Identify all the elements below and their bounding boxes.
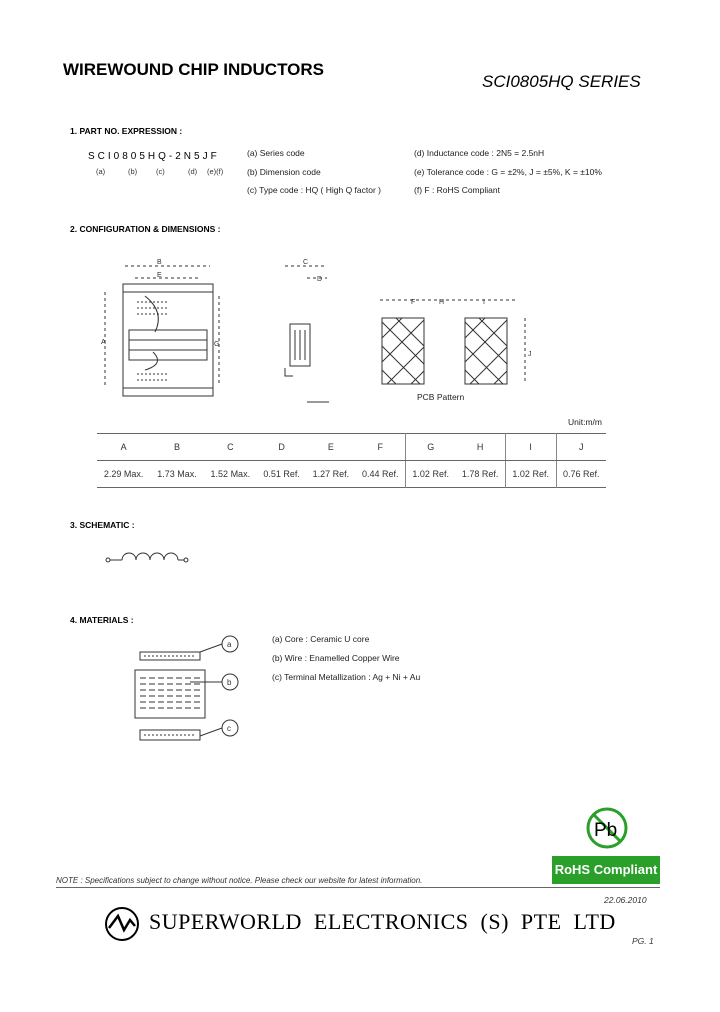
callout-b: b: [227, 678, 232, 687]
table-header: D: [257, 434, 306, 461]
dimension-table-header: [97, 434, 606, 461]
unit-label: Unit:m/m: [568, 417, 602, 427]
table-cell: 2.29 Max.: [103, 469, 144, 479]
table-cell: 0.76 Ref.: [556, 461, 606, 488]
dimension-table: [97, 433, 606, 488]
table-header: J: [556, 434, 606, 461]
callout-a: a: [227, 640, 232, 649]
lead-free-icon: [585, 806, 629, 850]
dimension-drawings: [95, 252, 565, 412]
material-core: (a) Core : Ceramic U core: [272, 634, 370, 644]
desc-type-code: (c) Type code : HQ ( High Q factor ): [247, 185, 381, 195]
table-header: E: [306, 434, 355, 461]
document-title: WIREWOUND CHIP INDUCTORS: [63, 60, 324, 79]
material-wire: (b) Wire : Enamelled Copper Wire: [272, 653, 400, 663]
document-date: 22.06.2010: [604, 895, 647, 905]
dim-label-a: A: [101, 339, 106, 346]
table-header: F: [356, 434, 406, 461]
dim-label-c: C: [303, 259, 309, 266]
part-number-code: SCI0805HQ-2N5JF: [88, 151, 220, 162]
company-name: SUPERWORLD ELECTRONICS (S) PTE LTD: [149, 909, 616, 934]
table-cell: 0.51 Ref.: [263, 469, 300, 479]
part-letter-a: (a): [96, 167, 106, 176]
dim-label-i: I: [483, 299, 485, 306]
table-cell: 1.02 Ref.: [405, 461, 455, 488]
dim-label-e-front: E: [157, 272, 162, 279]
dim-label-h: H: [439, 299, 445, 306]
footer-divider: [56, 887, 660, 888]
front-view-drawing: [105, 266, 219, 396]
table-header: B: [150, 434, 203, 461]
page-number: PG. 1: [632, 936, 654, 946]
section-2-heading: 2. CONFIGURATION & DIMENSIONS :: [70, 224, 221, 234]
part-letter-b: (b): [128, 167, 138, 176]
table-cell: 1.27 Ref.: [312, 469, 350, 479]
materials-drawing: [130, 632, 245, 747]
table-header: G: [405, 434, 455, 461]
part-letter-c: (c): [156, 167, 165, 176]
table-cell: 1.73 Max.: [157, 469, 197, 479]
section-1-heading: 1. PART NO. EXPRESSION :: [70, 126, 183, 136]
pcb-pattern-drawing: [380, 300, 525, 384]
dim-label-d: D: [317, 276, 323, 283]
pcb-pattern-label: PCB Pattern: [417, 392, 465, 402]
part-letter-d: (d): [188, 167, 198, 176]
dim-label-f: F: [411, 299, 416, 306]
table-cell: 0.44 Ref.: [361, 469, 399, 479]
rohs-compliant-badge: RoHS Compliant: [552, 856, 660, 884]
inductor-schematic: [100, 548, 200, 572]
desc-rohs-code: (f) F : RoHS Compliant: [414, 185, 500, 195]
dim-label-g: G: [214, 341, 220, 348]
table-header: C: [204, 434, 257, 461]
side-view-drawing: [285, 266, 329, 402]
table-cell: 1.02 Ref.: [505, 461, 556, 488]
dim-label-j: J: [528, 351, 532, 358]
dimension-table-values: [97, 461, 606, 488]
callout-c: c: [227, 724, 231, 733]
table-header: I: [505, 434, 556, 461]
table-header: A: [97, 434, 150, 461]
company-logo-icon: [104, 906, 140, 942]
section-3-heading: 3. SCHEMATIC :: [70, 520, 135, 530]
series-name: SCI0805HQ SERIES: [482, 72, 641, 91]
pb-symbol: Pb: [594, 820, 618, 841]
desc-series-code: (a) Series code: [247, 148, 305, 158]
desc-dimension-code: (b) Dimension code: [247, 167, 321, 177]
desc-tolerance-code: (e) Tolerance code : G = ±2%, J = ±5%, K = ±10%: [414, 167, 602, 177]
dim-label-b: B: [157, 259, 162, 266]
table-header: H: [455, 434, 505, 461]
material-terminal: (c) Terminal Metallization : Ag + Ni + Au: [272, 672, 421, 682]
table-cell: 1.78 Ref.: [461, 469, 499, 479]
desc-inductance-code: (d) Inductance code : 2N5 = 2.5nH: [414, 148, 545, 158]
section-4-heading: 4. MATERIALS :: [70, 615, 134, 625]
part-letter-ef: (e)(f): [207, 167, 224, 176]
footer-note: NOTE : Specifications subject to change without notice. Please check our website for latest information.: [56, 876, 423, 885]
table-cell: 1.52 Max.: [210, 469, 251, 479]
